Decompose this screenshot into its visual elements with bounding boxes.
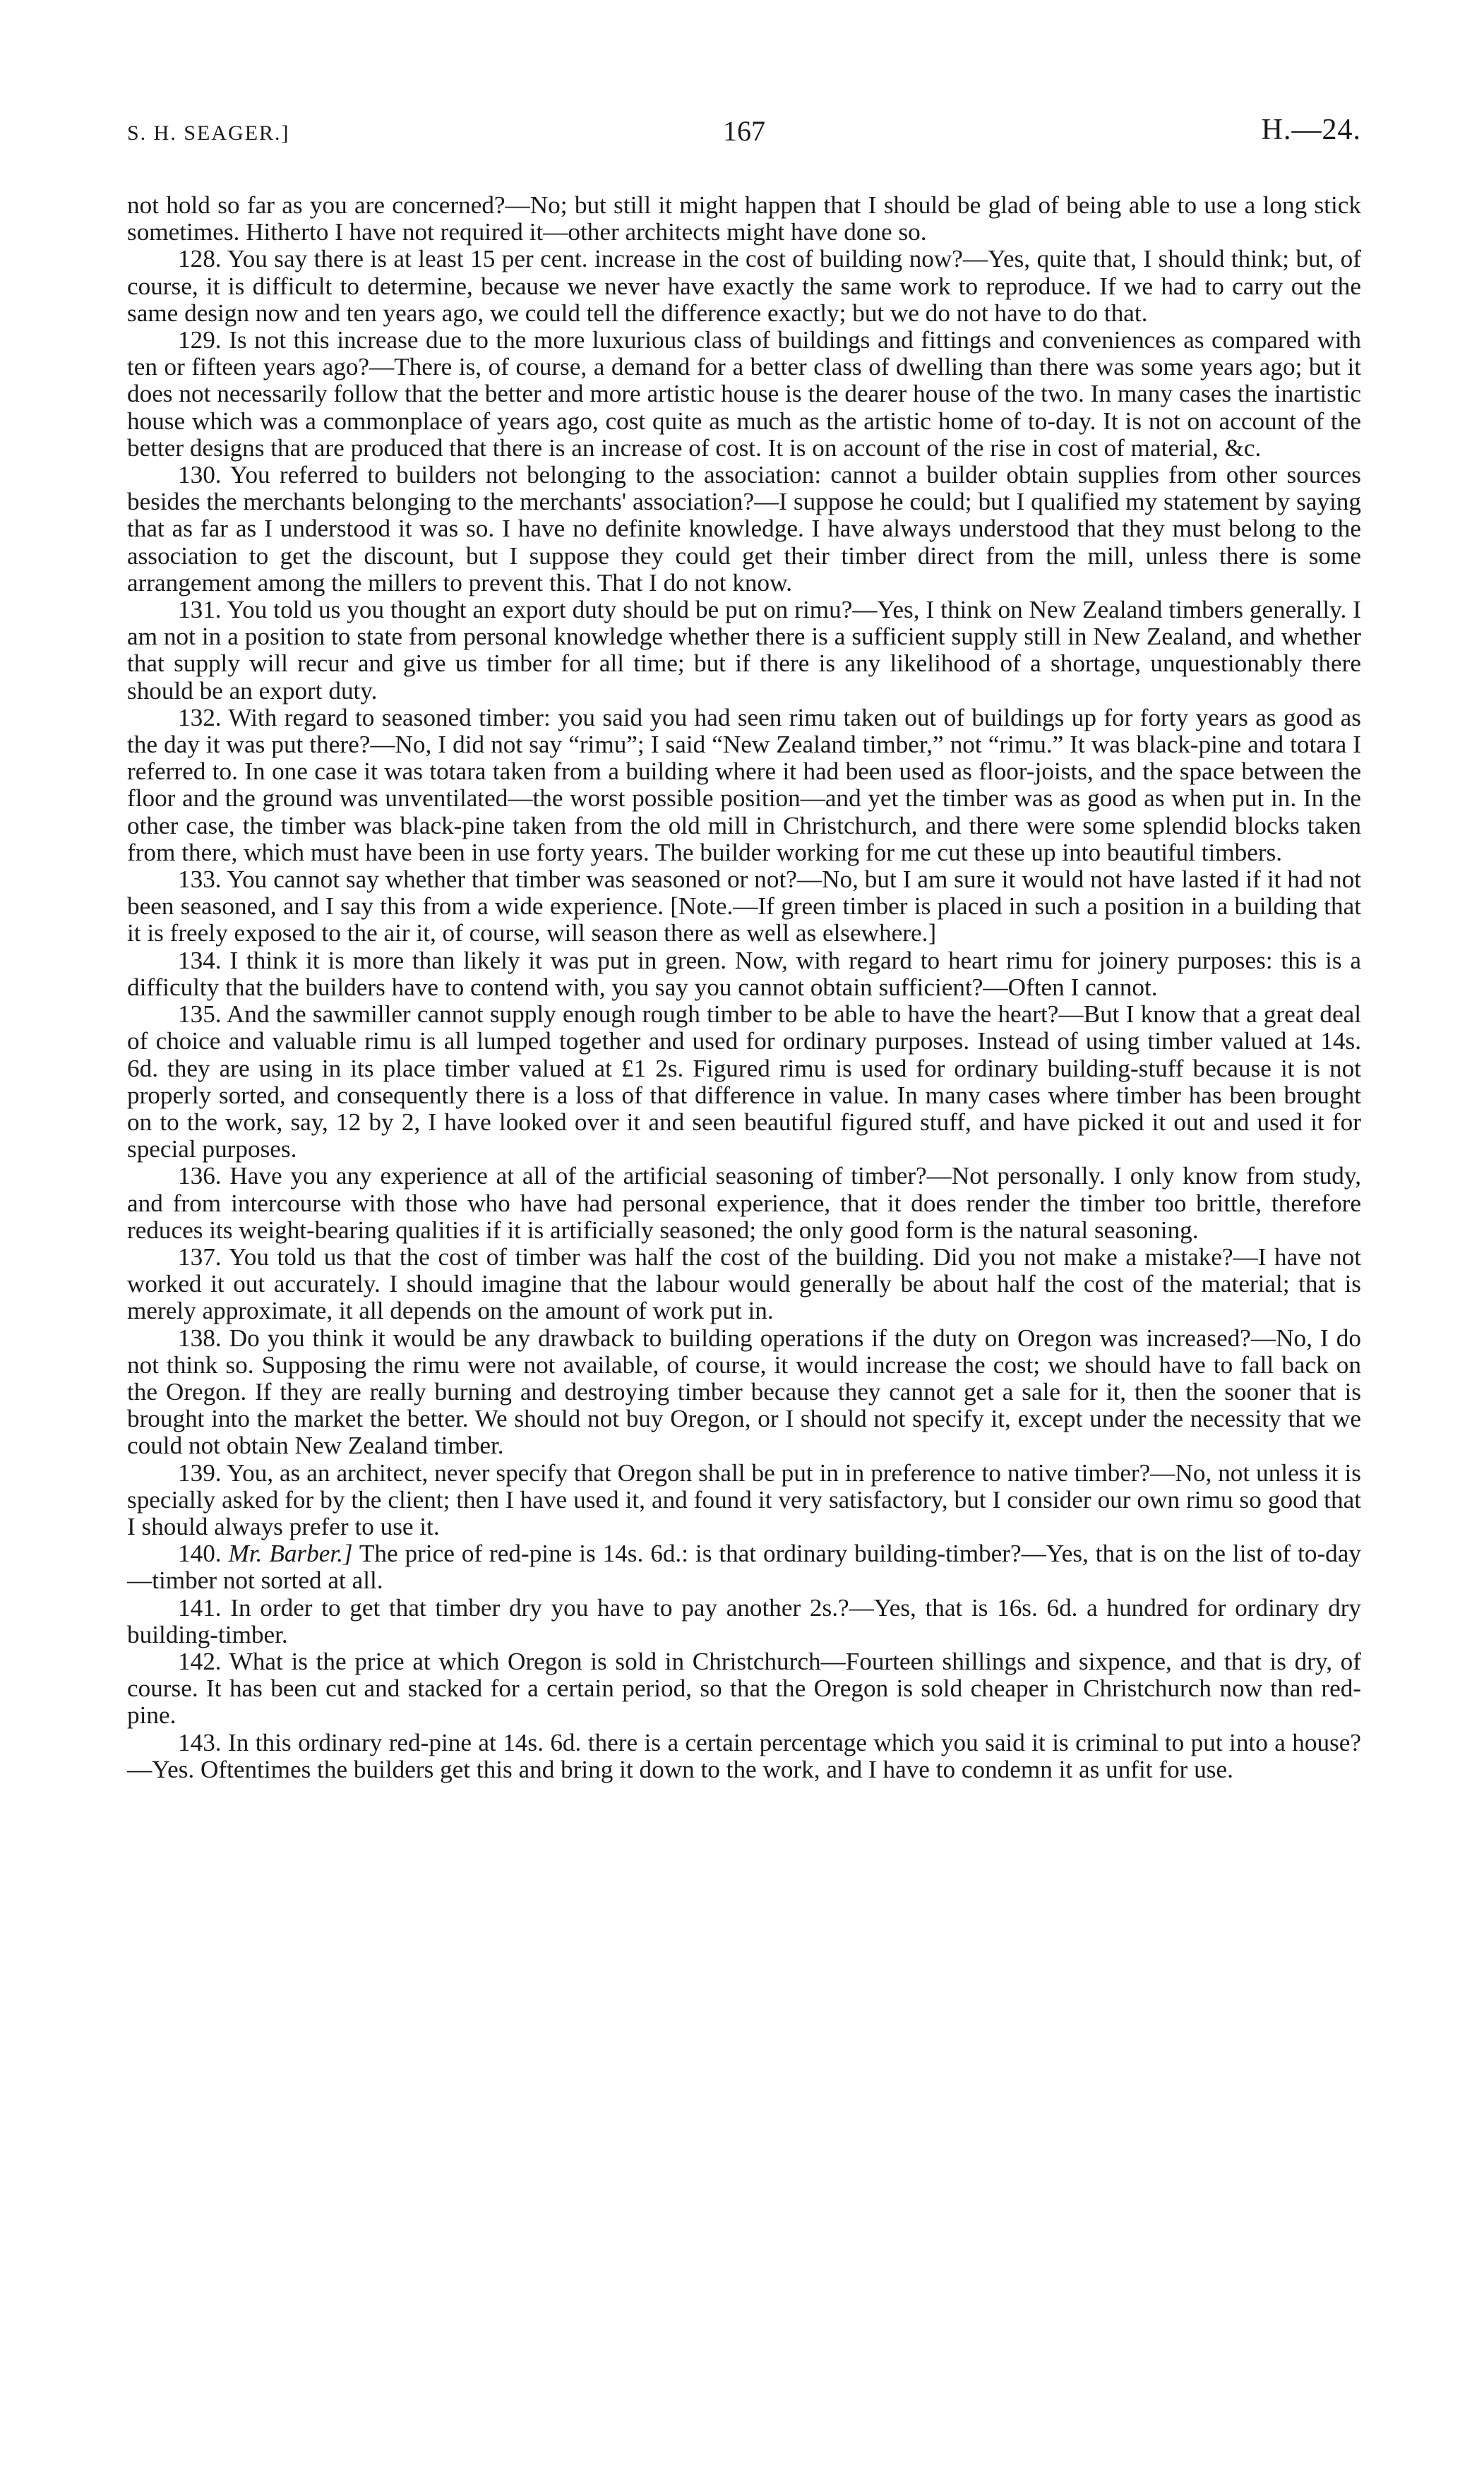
evidence-text bbox=[127, 192, 1361, 1783]
document-reference: H.—24. bbox=[1261, 114, 1361, 146]
paragraph-text: And the sawmiller cannot supply enough rough timber to be able to have the heart?—But I know that a great deal of choice and valuable rimu is all lumped together and used for ordinary purposes. Instead of using timber valued at 14s. 6d. they are using in its place timber valued at £1 2s. Figured rimu is used for ordinary building-stuff because it is not properly sorted, and consequently there is a loss of that difference in value. In many cases where timber has been brought on to the work, say, 12 by 2, I have looked over it and seen beautiful figured stuff, and have picked it out and used it for special purposes. bbox=[127, 1000, 1361, 1163]
question-number: 130. bbox=[178, 461, 222, 489]
question-number: 137. bbox=[178, 1242, 222, 1271]
question-134 bbox=[127, 947, 1361, 1001]
paragraph-text: In this ordinary red-pine at 14s. 6d. there is a certain percentage which you said it is criminal to put into a house?—Yes. Oftentimes the builders get this and bring it down to the work, and I have to condemn it as unfit for use. bbox=[127, 1728, 1362, 1783]
question-129 bbox=[127, 327, 1361, 462]
question-135 bbox=[127, 1001, 1361, 1163]
question-number: 136. bbox=[178, 1162, 222, 1190]
question-number: 128. bbox=[178, 245, 222, 273]
question-139 bbox=[127, 1460, 1361, 1541]
page-number: 167 bbox=[723, 115, 765, 147]
witness-name: S. H. SEAGER.] bbox=[127, 121, 290, 145]
question-number: 132. bbox=[178, 703, 222, 731]
question-number: 135. bbox=[178, 1000, 222, 1029]
paragraph-text: You say there is at least 15 per cent. increase in the cost of building now?—Yes, quite that, I should think; but, of course, it is difficult to determine, because we never have exactly the same work to reproduce. If we had to carry out the same design now and ten years ago, we could tell the difference exactly; but we do not have to do that. bbox=[127, 245, 1361, 327]
question-140 bbox=[127, 1540, 1361, 1594]
question-136 bbox=[127, 1163, 1361, 1244]
question-131 bbox=[127, 597, 1361, 705]
paragraph-text: What is the price at which Oregon is sold in Christchurch—Fourteen shillings and sixpence, and that is dry, of course. It has been cut and stacked for a certain period, so that the Oregon is sold cheaper in Christchurch now than red-pine. bbox=[127, 1647, 1361, 1730]
question-number: 142. bbox=[178, 1647, 222, 1675]
paragraph-text: With regard to seasoned timber: you said you had seen rimu taken out of buildings up for forty years as good as the day it was put there?—No, I did not say “rimu”; I said “New Zealand timber,” not “rimu.” It was black-pine and totara I referred to. In one case it was totara taken from a building where it had been used as floor-joists, and the space between the floor and the ground was unventilated—the worst possible position—and yet the timber was as good as when put in. In the other case, the timber was black-pine taken from the old mill in Christchurch, and there were some splendid blocks taken from there, which must have been in use forty years. The builder working for me cut these up into beautiful timbers. bbox=[127, 703, 1361, 866]
document-page bbox=[127, 106, 1361, 1783]
paragraph-text: not hold so far as you are concerned?—No; but still it might happen that I should be glad of being able to use a long stick sometimes. Hitherto I have not required it—other architects might have done so. bbox=[127, 191, 1361, 246]
question-number: 131. bbox=[178, 596, 222, 624]
paragraph-text: You told us you thought an export duty should be put on rimu?—Yes, I think on New Zealand timbers generally. I am not in a position to state from personal knowledge whether there is a sufficient supply still in New Zealand, and whether that supply will recur and give us timber for all time; but if there is any likelihood of a shortage, unquestionably there should be an export duty. bbox=[127, 596, 1361, 705]
question-number: 133. bbox=[178, 865, 222, 894]
paragraph-text: Is not this increase due to the more luxurious class of buildings and fittings and conveniences as compared with ten or fifteen years ago?—There is, of course, a demand for a better class of dwelling than there was some years ago; but it does not necessarily follow that the better and more artistic house is the dearer house of the two. In many cases the inartistic house which was a commonplace of years ago, cost quite as much as the artistic home of to-day. It is not on account of the better designs that are produced that there is an increase of cost. It is on account of the rise in cost of material, &c. bbox=[127, 326, 1362, 462]
question-number: 141. bbox=[178, 1593, 222, 1622]
question-132 bbox=[127, 705, 1361, 866]
question-138 bbox=[127, 1325, 1361, 1460]
page-header bbox=[127, 106, 1361, 155]
question-number: 138. bbox=[178, 1324, 222, 1352]
question-143 bbox=[127, 1730, 1361, 1783]
speaker-name: Mr. Barber.] bbox=[228, 1540, 353, 1568]
paragraph-text: You cannot say whether that timber was seasoned or not?—No, but I am sure it would not have lasted if it had not been seasoned, and I say this from a wide experience. [Note.—If green timber is placed in such a position in a building that it is freely exposed to the air it, of course, will season there as well as elsewhere.] bbox=[127, 865, 1361, 947]
paragraph-text: You, as an architect, never specify that Oregon shall be put in in preference to native timber?—No, not unless it is specially asked for by the client; then I have used it, and found it very satisfactory, but I consider our own rimu so good that I should always prefer to use it. bbox=[127, 1458, 1361, 1540]
question-130 bbox=[127, 462, 1361, 597]
question-number: 139. bbox=[178, 1458, 222, 1487]
paragraph-text: You referred to builders not belonging to the association: cannot a builder obtain supplies from other sources besides the merchants belonging to the merchants' association?—I suppose he could; but I qualified my statement by saying that as far as I understood it was so. I have no definite knowledge. I have always understood that they must belong to the association to get the discount, but I suppose they could get their timber direct from the mill, unless there is some arrangement among the millers to prevent this. That I do not know. bbox=[127, 461, 1361, 597]
paragraph-text: You told us that the cost of timber was half the cost of the building. Did you not make a mistake?—I have not worked it out accurately. I should imagine that the labour would generally be about half the cost of the material; that is merely approximate, it all depends on the amount of work put in. bbox=[127, 1242, 1362, 1325]
question-number: 140. bbox=[178, 1540, 222, 1568]
paragraph-text: In order to get that timber dry you have to pay another 2s.?—Yes, that is 16s. 6d. a hundred for ordinary dry building-timber. bbox=[127, 1593, 1362, 1648]
paragraph-continuation bbox=[127, 192, 1361, 246]
question-number: 129. bbox=[178, 326, 222, 354]
question-141 bbox=[127, 1595, 1361, 1648]
question-142 bbox=[127, 1648, 1361, 1730]
question-number: 134. bbox=[178, 946, 222, 974]
question-number: 143. bbox=[178, 1728, 222, 1756]
paragraph-text: I think it is more than likely it was put in green. Now, with regard to heart rimu for joinery purposes: this is a difficulty that the builders have to contend with, you say you cannot obtain sufficient?—Often I cannot. bbox=[127, 946, 1361, 1001]
question-133 bbox=[127, 866, 1361, 947]
question-137 bbox=[127, 1244, 1361, 1325]
paragraph-text: Do you think it would be any drawback to building operations if the duty on Oregon was increased?—No, I do not think so. Supposing the rimu were not available, of course, it would increase the cost; we should have to fall back on the Oregon. If they are really burning and destroying timber because they cannot get a sale for it, then the sooner that is brought into the market the better. We should not buy Oregon, or I should not specify it, except under the necessity that we could not obtain New Zealand timber. bbox=[127, 1324, 1361, 1460]
paragraph-text: The price of red-pine is 14s. 6d.: is that ordinary building-timber?—Yes, that is on the list of to-day—timber not sorted at all. bbox=[127, 1540, 1361, 1595]
question-128 bbox=[127, 246, 1361, 327]
paragraph-text: Have you any experience at all of the artificial seasoning of timber?—Not personally. I only know from study, and from intercourse with those who have had personal experience, that it does render the timber too brittle, therefore reduces its weight-bearing qualities if it is artificially seasoned; the only good form is the natural seasoning. bbox=[127, 1162, 1362, 1244]
